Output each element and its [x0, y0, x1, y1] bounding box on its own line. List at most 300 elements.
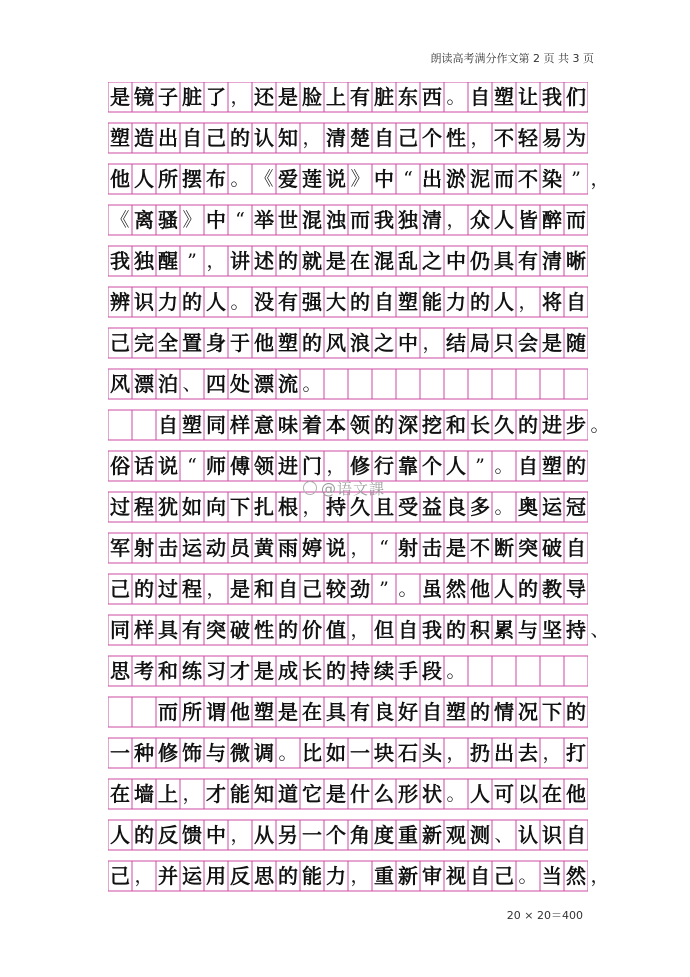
grid-char: 没 [254, 290, 274, 314]
grid-char: 自 [158, 413, 178, 437]
grid-char: 是 [446, 536, 466, 560]
grid-char: 意 [254, 413, 274, 437]
grid-char: 过 [110, 495, 130, 519]
weibo-watermark [303, 478, 385, 499]
grid-char: 中 [374, 167, 394, 191]
grid-char: 久 [494, 413, 514, 437]
grid-char: 能 [422, 290, 442, 314]
grid-char: 话 [134, 454, 154, 478]
grid-char: ， [206, 250, 226, 272]
grid-char: 。 [446, 660, 466, 682]
grid-char: 较 [326, 577, 346, 601]
grid-char: 还 [254, 85, 274, 109]
grid-char: 然 [446, 577, 466, 601]
grid-char: 》 [182, 209, 202, 231]
grid-char: 个 [422, 126, 442, 150]
grid-char: 且 [374, 495, 394, 519]
grid-char: 破 [542, 536, 562, 560]
grid-char: 运 [182, 536, 202, 560]
grid-char: 出 [422, 167, 442, 191]
grid-char: 与 [206, 741, 226, 765]
grid-char: 人 [494, 577, 514, 601]
grid-char: 而 [494, 167, 514, 191]
grid-char: ” [187, 250, 197, 272]
grid-char: ， [422, 332, 442, 354]
grid-char: 个 [326, 823, 346, 847]
grid-char: 脏 [374, 85, 394, 109]
grid-char: 程 [134, 495, 154, 519]
grid-char: 造 [134, 126, 154, 150]
grid-char: 考 [134, 659, 154, 683]
grid-char: ， [350, 537, 370, 559]
grid-char: “ [379, 537, 389, 559]
grid-char: 性 [446, 126, 466, 150]
grid-row [108, 574, 588, 604]
grid-char: 染 [542, 167, 562, 191]
grid-char: 累 [494, 618, 514, 642]
grid-char: 。 [446, 86, 466, 108]
grid-char: “ [235, 209, 245, 231]
grid-char: 乱 [398, 249, 418, 273]
grid-char: 自 [398, 618, 418, 642]
grid-char: 塑 [542, 454, 562, 478]
grid-char: 易 [542, 126, 562, 150]
grid-char: 反 [158, 823, 178, 847]
grid-char: 。 [278, 742, 298, 764]
grid-char: 认 [518, 823, 538, 847]
grid-char: 人 [110, 823, 130, 847]
grid-char: 师 [206, 454, 226, 478]
grid-char: 重 [374, 864, 394, 888]
grid-char: 具 [326, 700, 346, 724]
grid-char: 劲 [350, 577, 370, 601]
grid-char: 的 [470, 290, 490, 314]
grid-char: 我 [110, 249, 130, 273]
grid-char: 俗 [110, 454, 130, 478]
grid-char: ， [518, 291, 538, 313]
grid-char: 什 [350, 782, 370, 806]
grid-char: 人 [494, 208, 514, 232]
grid-char: 反 [230, 864, 250, 888]
grid-row [108, 861, 610, 891]
grid-char: 的 [182, 290, 202, 314]
grid-char: 中 [446, 249, 466, 273]
grid-char: 清 [542, 249, 562, 273]
grid-char: 自 [566, 536, 586, 560]
grid-char: 性 [254, 618, 274, 642]
grid-char: 塑 [110, 126, 130, 150]
grid-char: 修 [158, 741, 178, 765]
grid-char: ， [590, 168, 610, 190]
grid-char: 它 [302, 782, 322, 806]
grid-char: 上 [158, 782, 178, 806]
grid-char: 漂 [254, 372, 274, 396]
grid-char: 况 [518, 700, 538, 724]
grid-char: 》 [350, 168, 370, 190]
grid-char: 进 [542, 413, 562, 437]
grid-char: 有 [518, 249, 538, 273]
page-header: 朗读高考满分作文第 2 页 共 3 页 [430, 52, 594, 65]
grid-char: 奥 [518, 495, 538, 519]
grid-char: 的 [278, 864, 298, 888]
grid-char: 运 [182, 864, 202, 888]
grid-char: ， [134, 865, 154, 887]
grid-char: 另 [278, 823, 298, 847]
grid-char: 犹 [158, 495, 178, 519]
grid-char: 持 [326, 495, 346, 519]
grid-char: 识 [542, 823, 562, 847]
grid-char: 的 [470, 700, 490, 724]
grid-char: ， [446, 742, 466, 764]
grid-char: ， [350, 865, 370, 887]
grid-row [108, 246, 588, 276]
grid-char: 导 [566, 577, 586, 601]
grid-char: 可 [494, 782, 514, 806]
grid-char: 良 [446, 495, 466, 519]
grid-char: 浪 [350, 331, 370, 355]
grid-char: ， [182, 783, 202, 805]
grid-row [108, 287, 588, 317]
grid-row [108, 82, 588, 112]
grid-char: 而 [350, 208, 370, 232]
grid-char: 楚 [350, 126, 370, 150]
grid-char: 击 [158, 536, 178, 560]
grid-char: 摆 [182, 167, 202, 191]
grid-char: 一 [110, 741, 130, 765]
grid-char: 重 [398, 823, 418, 847]
grid-char: 手 [398, 659, 418, 683]
grid-char: 冠 [566, 495, 586, 519]
grid-char: 是 [110, 85, 130, 109]
grid-char: 众 [470, 208, 490, 232]
grid-char: 久 [350, 495, 370, 519]
grid-char: 新 [398, 864, 418, 888]
grid-char: 塑 [278, 331, 298, 355]
grid-char: 离 [134, 208, 154, 232]
grid-char: 当 [542, 864, 562, 888]
grid-row [108, 697, 588, 727]
grid-char: 具 [158, 618, 178, 642]
grid-char: 益 [422, 495, 442, 519]
grid-char: 军 [110, 536, 130, 560]
grid-char: 馈 [182, 823, 202, 847]
grid-char: 的 [278, 249, 298, 273]
grid-char: 。 [230, 168, 250, 190]
grid-char: 与 [518, 618, 538, 642]
grid-char: 会 [518, 331, 538, 355]
grid-char: 人 [446, 454, 466, 478]
grid-char: 突 [206, 618, 226, 642]
grid-char: 习 [206, 659, 226, 683]
grid-char: 自 [182, 126, 202, 150]
grid-char: 塑 [446, 700, 466, 724]
grid-char: ， [230, 824, 250, 846]
grid-char: 突 [518, 536, 538, 560]
grid-char: 才 [230, 659, 250, 683]
grid-char: 脏 [182, 85, 202, 109]
grid-char: 运 [542, 495, 562, 519]
grid-char: 头 [422, 741, 442, 765]
grid-char: 持 [350, 659, 370, 683]
grid-char: 审 [422, 864, 442, 888]
grid-char: 着 [302, 413, 322, 437]
grid-char: 中 [206, 208, 226, 232]
grid-char: 段 [422, 659, 442, 683]
grid-char: 击 [422, 536, 442, 560]
grid-char: 续 [374, 659, 394, 683]
grid-char: 身 [206, 331, 226, 355]
grid-char: 本 [326, 413, 346, 437]
grid-char: 是 [278, 85, 298, 109]
grid-char: 只 [494, 331, 514, 355]
grid-char: 所 [182, 700, 202, 724]
grid-char: 泊 [158, 372, 178, 396]
grid-char: ， [230, 86, 250, 108]
grid-char: 观 [446, 823, 466, 847]
grid-char: 泥 [470, 167, 490, 191]
grid-char: 讲 [230, 249, 250, 273]
grid-char: 好 [398, 700, 418, 724]
grid-char: 上 [326, 85, 346, 109]
grid-char: 人 [470, 782, 490, 806]
grid-char: 个 [422, 454, 442, 478]
grid-char: 中 [206, 823, 226, 847]
grid-char: 出 [494, 741, 514, 765]
grid-char: 用 [206, 864, 226, 888]
grid-char: 领 [350, 413, 370, 437]
grid-char: ， [326, 455, 346, 477]
grid-char: 。 [446, 783, 466, 805]
grid-char: 、 [182, 373, 202, 395]
grid-char: 所 [158, 167, 178, 191]
grid-char: 从 [254, 823, 274, 847]
grid-char: ， [470, 127, 490, 149]
grid-char: 独 [398, 208, 418, 232]
grid-char: 独 [134, 249, 154, 273]
grid-char: 向 [206, 495, 226, 519]
grid-char: 进 [278, 454, 298, 478]
grid-char: 西 [422, 85, 442, 109]
grid-char: 完 [134, 331, 154, 355]
grid-char: 他 [566, 782, 586, 806]
grid-char: 人 [134, 167, 154, 191]
grid-char: 价 [302, 618, 322, 642]
grid-char: 修 [350, 454, 370, 478]
grid-char: 。 [494, 496, 514, 518]
grid-char: 角 [350, 823, 370, 847]
grid-char: 仍 [470, 249, 490, 273]
grid-row [108, 410, 610, 440]
grid-char: 下 [542, 700, 562, 724]
grid-char: 强 [302, 290, 322, 314]
grid-char: 己 [110, 577, 130, 601]
grid-char: 的 [134, 577, 154, 601]
grid-char: 东 [398, 85, 418, 109]
grid-char: 婷 [302, 536, 322, 560]
grid-char: 而 [158, 700, 178, 724]
grid-char: 持 [566, 618, 586, 642]
grid-char: 是 [278, 700, 298, 724]
grid-row [108, 369, 588, 399]
grid-row [108, 533, 588, 563]
grid-char: 风 [326, 331, 346, 355]
grid-char: 的 [566, 700, 586, 724]
grid-char: 举 [254, 208, 274, 232]
grid-char: 在 [542, 782, 562, 806]
grid-char: 墙 [134, 782, 154, 806]
grid-char: 清 [326, 126, 346, 150]
grid-char: 醒 [158, 249, 178, 273]
grid-char: ” [475, 455, 485, 477]
grid-char: 结 [446, 331, 466, 355]
grid-char: 全 [158, 331, 178, 355]
grid-char: 我 [542, 85, 562, 109]
grid-char: 流 [278, 372, 298, 396]
grid-char: 己 [110, 331, 130, 355]
grid-char: 。 [302, 373, 322, 395]
grid-char: 力 [446, 290, 466, 314]
grid-char: 我 [374, 208, 394, 232]
grid-char: 调 [254, 741, 274, 765]
grid-char: 比 [302, 741, 322, 765]
grid-char: 己 [398, 126, 418, 150]
grid-char: 混 [374, 249, 394, 273]
grid-char: 自 [518, 454, 538, 478]
grid-char: 一 [350, 741, 370, 765]
grid-char: 人 [206, 290, 226, 314]
grid-char: 于 [230, 331, 250, 355]
grid-char: 下 [230, 495, 250, 519]
grid-char: 块 [374, 741, 394, 765]
grid-char: 受 [398, 495, 418, 519]
grid-char: 识 [134, 290, 154, 314]
grid-char: 。 [230, 291, 250, 313]
grid-char: ， [206, 578, 226, 600]
grid-char: 长 [470, 413, 490, 437]
grid-char: 、 [590, 619, 610, 641]
grid-row [108, 123, 588, 153]
grid-char: 己 [302, 577, 322, 601]
grid-char: 和 [254, 577, 274, 601]
grid-char: 塑 [494, 85, 514, 109]
grid-char: 射 [134, 536, 154, 560]
grid-char: 如 [182, 495, 202, 519]
grid-char: 过 [158, 577, 178, 601]
grid-char: 射 [398, 536, 418, 560]
grid-char: 脸 [302, 85, 322, 109]
grid-char: 坚 [542, 618, 562, 642]
grid-char: “ [187, 455, 197, 477]
grid-char: 样 [230, 413, 250, 437]
grid-char: 门 [302, 454, 322, 478]
grid-char: 四 [206, 372, 226, 396]
grid-char: 然 [566, 864, 586, 888]
grid-char: 世 [278, 208, 298, 232]
grid-char: 子 [158, 85, 178, 109]
grid-char: 《 [110, 209, 130, 231]
grid-char: 的 [518, 413, 538, 437]
grid-char: 如 [326, 741, 346, 765]
grid-char: 和 [158, 659, 178, 683]
grid-char: 练 [182, 659, 202, 683]
grid-char: 样 [134, 618, 154, 642]
grid-char: 虽 [422, 577, 442, 601]
grid-char: 值 [326, 618, 346, 642]
grid-char: 。 [590, 414, 610, 436]
grid-char: 述 [254, 249, 274, 273]
grid-row [108, 164, 610, 194]
grid-char: 风 [110, 372, 130, 396]
grid-row [108, 328, 588, 358]
grid-char: 雨 [278, 536, 298, 560]
grid-char: 知 [254, 782, 274, 806]
grid-char: 自 [374, 126, 394, 150]
grid-char: 就 [302, 249, 322, 273]
grid-char: 轻 [518, 126, 538, 150]
weibo-icon [303, 481, 317, 495]
grid-char: 自 [278, 577, 298, 601]
grid-char: 塑 [182, 413, 202, 437]
grid-char: 微 [230, 741, 250, 765]
grid-char: 之 [422, 249, 442, 273]
grid-char: “ [403, 168, 413, 190]
grid-char: 是 [254, 659, 274, 683]
grid-row [108, 656, 588, 686]
grid-char: 大 [326, 290, 346, 314]
grid-char: 晰 [566, 249, 586, 273]
grid-char: ， [302, 496, 322, 518]
grid-char: 有 [278, 290, 298, 314]
grid-char: 饰 [182, 741, 202, 765]
grid-char: 为 [566, 126, 586, 150]
grid-row [108, 451, 588, 481]
grid-char: 的 [350, 290, 370, 314]
grid-char: ， [542, 742, 562, 764]
grid-char: 浊 [326, 208, 346, 232]
grid-char: 具 [494, 249, 514, 273]
grid-char: 是 [542, 331, 562, 355]
grid-char: 根 [278, 495, 298, 519]
grid-char: 的 [566, 454, 586, 478]
grid-char: 出 [158, 126, 178, 150]
grid-char: 们 [566, 85, 586, 109]
grid-char: 在 [350, 249, 370, 273]
grid-char: 中 [398, 331, 418, 355]
grid-char: 自 [374, 290, 394, 314]
grid-char: 去 [518, 741, 538, 765]
grid-char: ， [302, 127, 322, 149]
grid-char: 多 [470, 495, 490, 519]
grid-char: 说 [158, 454, 178, 478]
grid-char: 局 [470, 331, 490, 355]
grid-char: 力 [326, 864, 346, 888]
grid-char: 思 [254, 864, 274, 888]
grid-char: 程 [182, 577, 202, 601]
grid-char: 成 [278, 659, 298, 683]
grid-char: 是 [326, 782, 346, 806]
grid-char: 能 [302, 864, 322, 888]
grid-char: 。 [398, 578, 418, 600]
grid-char: 有 [182, 618, 202, 642]
grid-char: 不 [518, 167, 538, 191]
grid-char: 长 [302, 659, 322, 683]
grid-char: 说 [326, 536, 346, 560]
grid-row [108, 615, 610, 645]
watermark-text: @语文課 [321, 480, 386, 498]
grid-row [108, 205, 588, 235]
grid-char: 让 [518, 85, 538, 109]
grid-char: 种 [134, 741, 154, 765]
